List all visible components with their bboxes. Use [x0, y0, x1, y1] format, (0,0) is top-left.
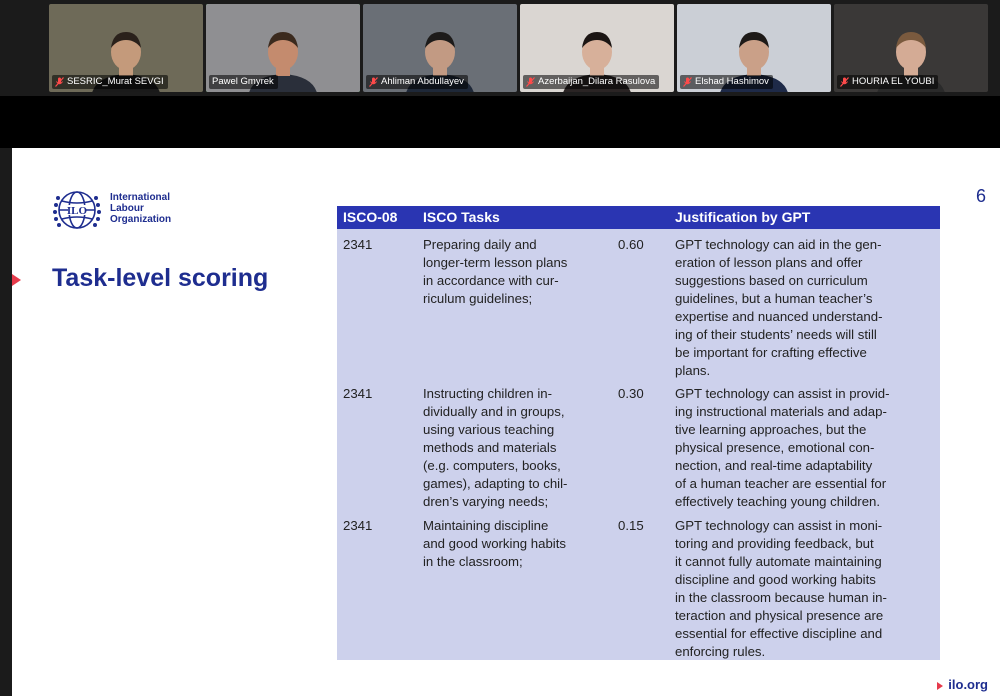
participant-name: Ahliman Abdullayev: [381, 76, 464, 87]
justification-text-line: physical presence, emotional con-: [675, 440, 875, 455]
slide-title: Task-level scoring: [52, 264, 269, 292]
participant-tile[interactable]: [677, 4, 831, 92]
justification-text-line: in the classroom because human in-: [675, 590, 887, 605]
isco-code-cell: 2341: [343, 386, 373, 401]
ilo-logo: [52, 188, 182, 232]
isco-code-cell: 2341: [343, 237, 373, 252]
participant-name-label: [366, 75, 468, 89]
justification-text-line: plans.: [675, 363, 711, 378]
justification-text-line: ing of their students’ needs will still: [675, 327, 877, 342]
participant-name-label: [680, 75, 773, 89]
justification-text-line: expertise and nuanced understand-: [675, 309, 883, 324]
participant-tile[interactable]: [206, 4, 360, 92]
svg-text:ILO: ILO: [66, 205, 88, 217]
muted-mic-icon: [683, 77, 692, 87]
ilo-globe-icon: [52, 188, 102, 232]
justification-text-line: be important for crafting effective: [675, 345, 867, 360]
gpt-score-cell: 0.60: [618, 237, 644, 252]
video-spacer: [0, 96, 1000, 148]
justification-text-line: enforcing rules.: [675, 644, 766, 659]
justification-text-line: toring and providing feedback, but: [675, 536, 874, 551]
participant-tile[interactable]: [363, 4, 517, 92]
task-text-line: riculum guidelines;: [423, 291, 533, 306]
justification-cell: [675, 517, 937, 661]
participant-name: Pawel Gmyrek: [212, 76, 274, 87]
task-text-line: (e.g. computers, books,: [423, 458, 561, 473]
isco-task-cell: [423, 517, 609, 571]
logo-line: Organization: [110, 214, 172, 225]
task-text-line: Maintaining discipline: [423, 518, 549, 533]
participant-tile[interactable]: [520, 4, 674, 92]
isco-task-cell: [423, 236, 609, 308]
gpt-score-cell: 0.30: [618, 386, 644, 401]
header-isco-tasks: ISCO Tasks: [423, 209, 500, 225]
task-text-line: in accordance with cur-: [423, 273, 559, 288]
justification-text-line: teraction and physical presence are: [675, 608, 884, 623]
gpt-score-cell: 0.15: [618, 518, 644, 533]
muted-mic-icon: [55, 77, 64, 87]
header-isco-code: ISCO-08: [343, 209, 398, 225]
justification-text-line: it cannot fully automate maintaining: [675, 554, 882, 569]
logo-line: Labour: [110, 203, 144, 214]
shared-slide: [12, 148, 1000, 696]
participant-name-label: [209, 75, 278, 89]
footer-url[interactable]: ilo.org: [937, 677, 988, 692]
participant-name: Elshad Hashimov: [695, 76, 769, 87]
justification-text-line: of a human teacher are essential for: [675, 476, 887, 491]
justification-text-line: essential for effective discipline and: [675, 626, 883, 641]
participant-tile[interactable]: [49, 4, 203, 92]
justification-text-line: GPT technology can aid in the gen-: [675, 237, 882, 252]
task-text-line: Preparing daily and: [423, 237, 537, 252]
participant-name: SESRIC_Murat SEVGI: [67, 76, 164, 87]
justification-text-line: GPT technology can assist in provid-: [675, 386, 890, 401]
task-text-line: and good working habits: [423, 536, 566, 551]
task-text-line: using various teaching: [423, 422, 555, 437]
table-header: [337, 206, 940, 229]
task-text-line: dren’s varying needs;: [423, 494, 549, 509]
task-text-line: games), adapting to chil-: [423, 476, 568, 491]
justification-text-line: GPT technology can assist in moni-: [675, 518, 883, 533]
participant-tile[interactable]: [834, 4, 988, 92]
muted-mic-icon: [369, 77, 378, 87]
justification-text-line: tive learning approaches, but the: [675, 422, 867, 437]
task-table: [337, 206, 940, 660]
red-arrow-icon: [12, 274, 21, 286]
participant-name-label: [523, 75, 659, 89]
justification-text-line: eration of lesson plans and offer: [675, 255, 863, 270]
task-text-line: Instructing children in-: [423, 386, 553, 401]
logo-text: [110, 192, 171, 225]
participant-name-label: [837, 75, 938, 89]
participant-name-label: [52, 75, 168, 89]
header-justification: Justification by GPT: [675, 209, 811, 225]
justification-text-line: ing instructional materials and adap-: [675, 404, 887, 419]
justification-text-line: nection, and real-time adaptability: [675, 458, 873, 473]
participant-name: Azerbaijan_Dilara Rasulova: [538, 76, 656, 87]
isco-code-cell: 2341: [343, 518, 373, 533]
justification-text-line: discipline and good working habits: [675, 572, 876, 587]
isco-task-cell: [423, 385, 609, 511]
task-text-line: longer-term lesson plans: [423, 255, 568, 270]
logo-line: International: [110, 192, 171, 203]
muted-mic-icon: [526, 77, 535, 87]
muted-mic-icon: [840, 77, 849, 87]
participant-strip: [0, 0, 1000, 96]
justification-text-line: suggestions based on curriculum: [675, 273, 868, 288]
task-text-line: dividually and in groups,: [423, 404, 565, 419]
justification-cell: [675, 236, 937, 380]
justification-cell: [675, 385, 937, 511]
task-text-line: in the classroom;: [423, 554, 523, 569]
page-number: 6: [975, 186, 986, 206]
participant-name: HOURIA EL YOUBI: [852, 76, 935, 87]
justification-text-line: effectively teaching young children.: [675, 494, 881, 509]
task-text-line: methods and materials: [423, 440, 557, 455]
justification-text-line: guidelines, but a human teacher’s: [675, 291, 873, 306]
